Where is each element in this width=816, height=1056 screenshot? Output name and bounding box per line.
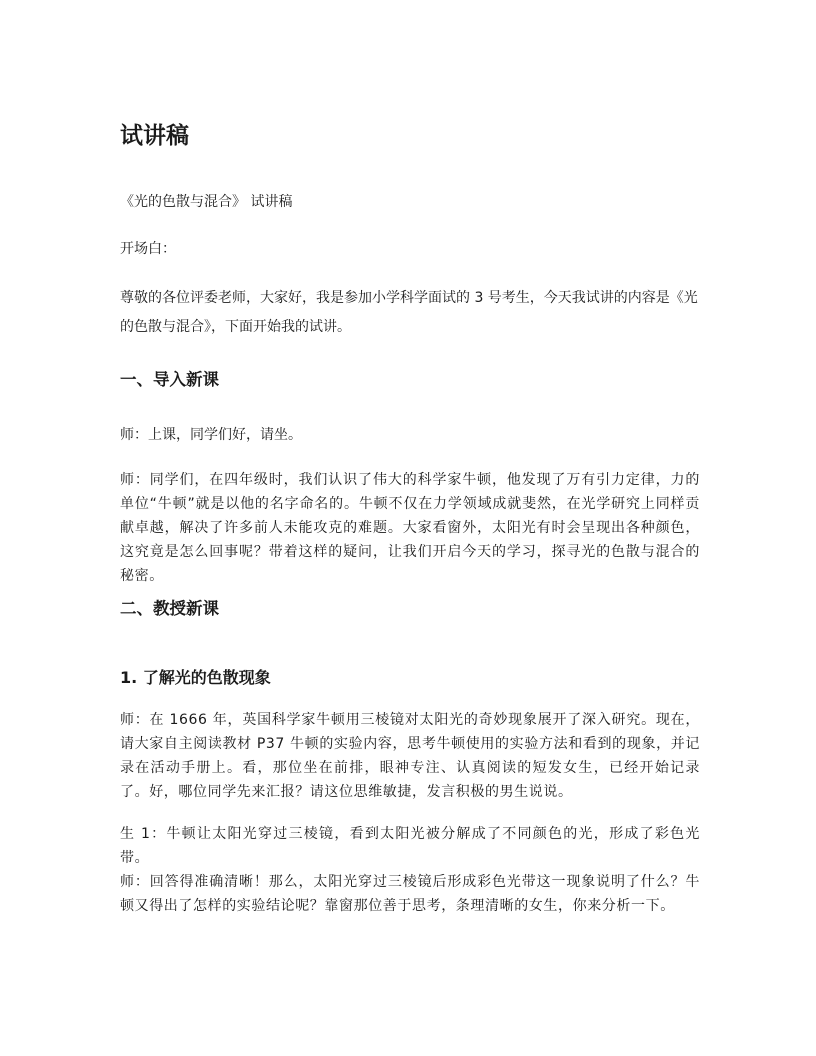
teacher-paragraph-newton-experiment: 师：在 1666 年，英国科学家牛顿用三棱镜对太阳光的奇妙现象展开了深入研究。现在，请大家自主阅读教材 P37 牛顿的实验内容，思考牛顿使用的实验方法和看到的现象，并记录在活动手册上。看，那位坐在前排，眼神专注、认真阅读的短发女生，已经开始记录了。好，哪位同学先来汇报？请这位思维敏捷，发言积极的男生说说。 bbox=[120, 712, 700, 800]
opening-label: 开场白： bbox=[120, 241, 176, 257]
section-heading-new-lesson: 二、教授新课 bbox=[120, 599, 219, 618]
section-heading-introduction: 一、导入新课 bbox=[120, 370, 219, 389]
document-title: 试讲稿 bbox=[120, 123, 189, 149]
teacher-greeting: 师：上课，同学们好，请坐。 bbox=[120, 427, 302, 443]
teacher-introduction-paragraph: 师：同学们，在四年级时，我们认识了伟大的科学家牛顿，他发现了万有引力定律，力的单位“牛顿”就是以他的名字命名的。牛顿不仅在力学领域成就斐然，在光学研究上同样贡献卓越，解决了许多前人未能攻克的难题。大家看窗外，太阳光有时会呈现出各种颜色，这究竟是怎么回事呢？带着这样的疑问，让我们开启今天的学习，探寻光的色散与混合的秘密。 bbox=[120, 472, 700, 584]
student-answer-paragraph: 生 1：牛顿让太阳光穿过三棱镜，看到太阳光被分解成了不同颜色的光，形成了彩色光带。 bbox=[120, 826, 700, 866]
intro-paragraph: 尊敬的各位评委老师，大家好，我是参加小学科学面试的 3 号考生，今天我试讲的内容是《光的色散与混合》，下面开始我的试讲。 bbox=[120, 290, 698, 335]
lesson-subtitle: 《光的色散与混合》 试讲稿 bbox=[120, 194, 293, 210]
subsection-heading-dispersion: 1. 了解光的色散现象 bbox=[120, 668, 271, 687]
teacher-followup-paragraph: 师：回答得准确清晰！那么，太阳光穿过三棱镜后形成彩色光带这一现象说明了什么？牛顿又得出了怎样的实验结论呢？靠窗那位善于思考，条理清晰的女生，你来分析一下。 bbox=[120, 874, 700, 914]
